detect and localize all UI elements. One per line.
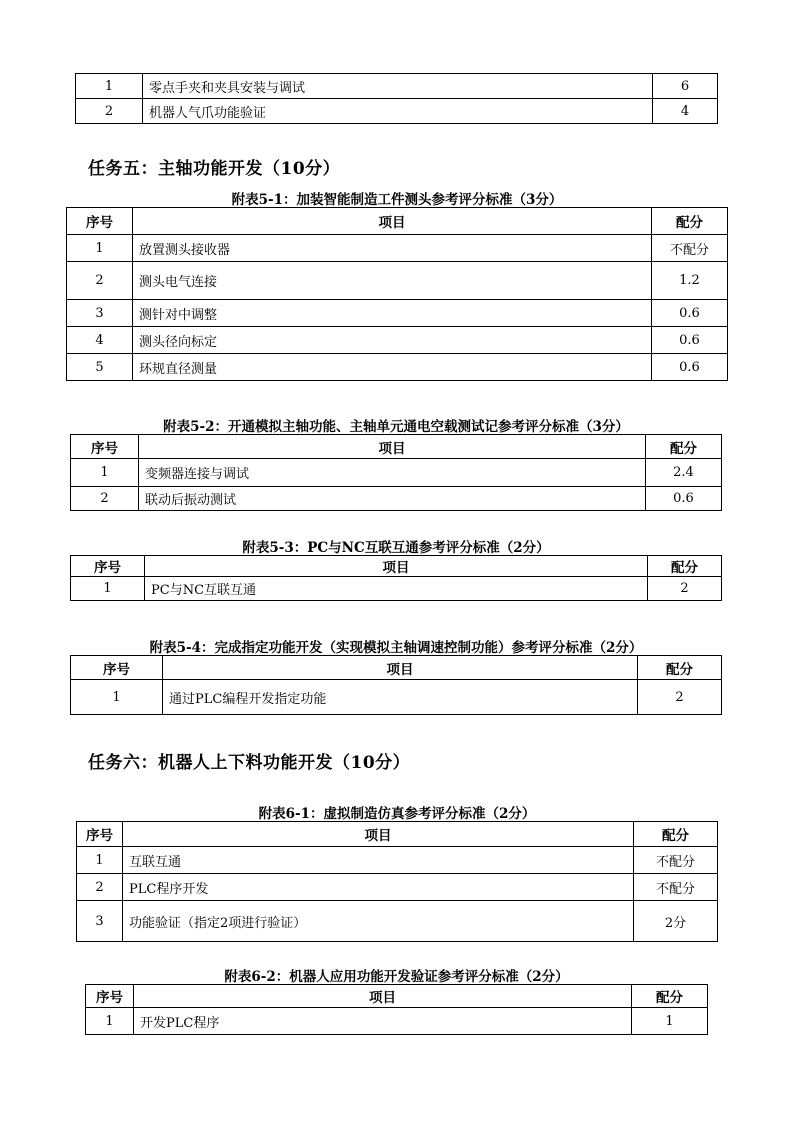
header-no: 序号: [77, 822, 123, 847]
row-score: 1: [632, 1008, 708, 1035]
row-item: PLC程序开发: [123, 874, 634, 901]
table-5-3-caption: 附表5-3：PC与NC互联互通参考评分标准（2分）: [242, 540, 550, 556]
row-score: 不配分: [634, 847, 718, 874]
row-score: 2.4: [646, 459, 722, 487]
table-row: [76, 99, 718, 124]
row-no: 2: [67, 262, 133, 300]
row-item: 测头电气连接: [133, 262, 652, 300]
row-score: 1.2: [652, 262, 728, 300]
row-score: 0.6: [652, 354, 728, 381]
row-item: 变频器连接与调试: [139, 459, 646, 487]
table-row: [67, 235, 728, 262]
table-6-2: [85, 984, 708, 1035]
table-header-row: [71, 556, 722, 577]
row-no: 1: [76, 74, 143, 99]
row-item: 联动后振动测试: [139, 487, 646, 511]
row-score: 不配分: [634, 874, 718, 901]
row-score: 6: [653, 74, 718, 99]
row-item: 放置测头接收器: [133, 235, 652, 262]
row-score: 不配分: [652, 235, 728, 262]
table-5-2-caption: 附表5-2：开通模拟主轴功能、主轴单元通电空载测试记参考评分标准（3分）: [163, 419, 629, 435]
table-5-1: [66, 207, 728, 381]
table-header-row: [86, 985, 708, 1008]
table-row: [67, 354, 728, 381]
row-item: 互联互通: [123, 847, 634, 874]
header-item: 项目: [163, 656, 638, 680]
table-row: [76, 74, 718, 99]
row-no: 5: [67, 354, 133, 381]
header-no: 序号: [86, 985, 134, 1008]
table-row: [86, 1008, 708, 1035]
row-item: 环规直径测量: [133, 354, 652, 381]
task5-heading: 任务五：主轴功能开发（10分）: [88, 159, 341, 179]
header-score: 配分: [632, 985, 708, 1008]
header-no: 序号: [71, 435, 139, 459]
row-no: 1: [71, 680, 163, 715]
header-item: 项目: [145, 556, 648, 577]
row-no: 2: [76, 99, 143, 124]
row-no: 2: [77, 874, 123, 901]
table-header-row: [71, 435, 722, 459]
row-score: 2: [638, 680, 722, 715]
row-item: 开发PLC程序: [134, 1008, 632, 1035]
table-5-4: [70, 655, 722, 715]
row-no: 3: [67, 300, 133, 327]
header-item: 项目: [123, 822, 634, 847]
row-no: 1: [86, 1008, 134, 1035]
row-item: 测针对中调整: [133, 300, 652, 327]
table-row: [71, 459, 722, 487]
table-header-row: [67, 208, 728, 235]
table-5-1-caption: 附表5-1：加装智能制造工件测头参考评分标准（3分）: [231, 192, 563, 208]
table-row: [67, 300, 728, 327]
row-no: 3: [77, 901, 123, 942]
table-header-row: [71, 656, 722, 680]
table-5-2: [70, 434, 722, 511]
row-item: 零点手夹和夹具安装与调试: [143, 74, 653, 99]
top-table: [75, 73, 718, 124]
header-item: 项目: [133, 208, 652, 235]
row-score: 0.6: [646, 487, 722, 511]
table-row: [77, 847, 718, 874]
row-no: 1: [71, 577, 145, 601]
table-6-2-caption: 附表6-2：机器人应用功能开发验证参考评分标准（2分）: [224, 969, 569, 985]
row-no: 2: [71, 487, 139, 511]
row-item: 通过PLC编程开发指定功能: [163, 680, 638, 715]
table-row: [77, 901, 718, 942]
header-no: 序号: [71, 556, 145, 577]
row-item: 功能验证（指定2项进行验证）: [123, 901, 634, 942]
row-score: 2分: [634, 901, 718, 942]
table-row: [71, 577, 722, 601]
row-item: 测头径向标定: [133, 327, 652, 354]
row-no: 1: [67, 235, 133, 262]
table-5-3: [70, 555, 722, 601]
header-score: 配分: [646, 435, 722, 459]
task6-heading: 任务六：机器人上下料功能开发（10分）: [88, 753, 411, 773]
row-no: 1: [71, 459, 139, 487]
row-score: 0.6: [652, 300, 728, 327]
header-score: 配分: [634, 822, 718, 847]
table-row: [71, 487, 722, 511]
header-score: 配分: [648, 556, 722, 577]
header-item: 项目: [139, 435, 646, 459]
header-no: 序号: [67, 208, 133, 235]
row-score: 2: [648, 577, 722, 601]
table-row: [67, 262, 728, 300]
table-6-1-caption: 附表6-1：虚拟制造仿真参考评分标准（2分）: [258, 806, 536, 822]
table-row: [67, 327, 728, 354]
header-no: 序号: [71, 656, 163, 680]
table-row: [77, 874, 718, 901]
header-item: 项目: [134, 985, 632, 1008]
row-item: PC与NC互联互通: [145, 577, 648, 601]
row-no: 1: [77, 847, 123, 874]
row-no: 4: [67, 327, 133, 354]
header-score: 配分: [638, 656, 722, 680]
row-score: 4: [653, 99, 718, 124]
header-score: 配分: [652, 208, 728, 235]
table-header-row: [77, 822, 718, 847]
table-5-4-caption: 附表5-4：完成指定功能开发（实现模拟主轴调速控制功能）参考评分标准（2分）: [149, 640, 643, 656]
table-row: [71, 680, 722, 715]
table-6-1: [76, 821, 718, 942]
row-item: 机器人气爪功能验证: [143, 99, 653, 124]
row-score: 0.6: [652, 327, 728, 354]
